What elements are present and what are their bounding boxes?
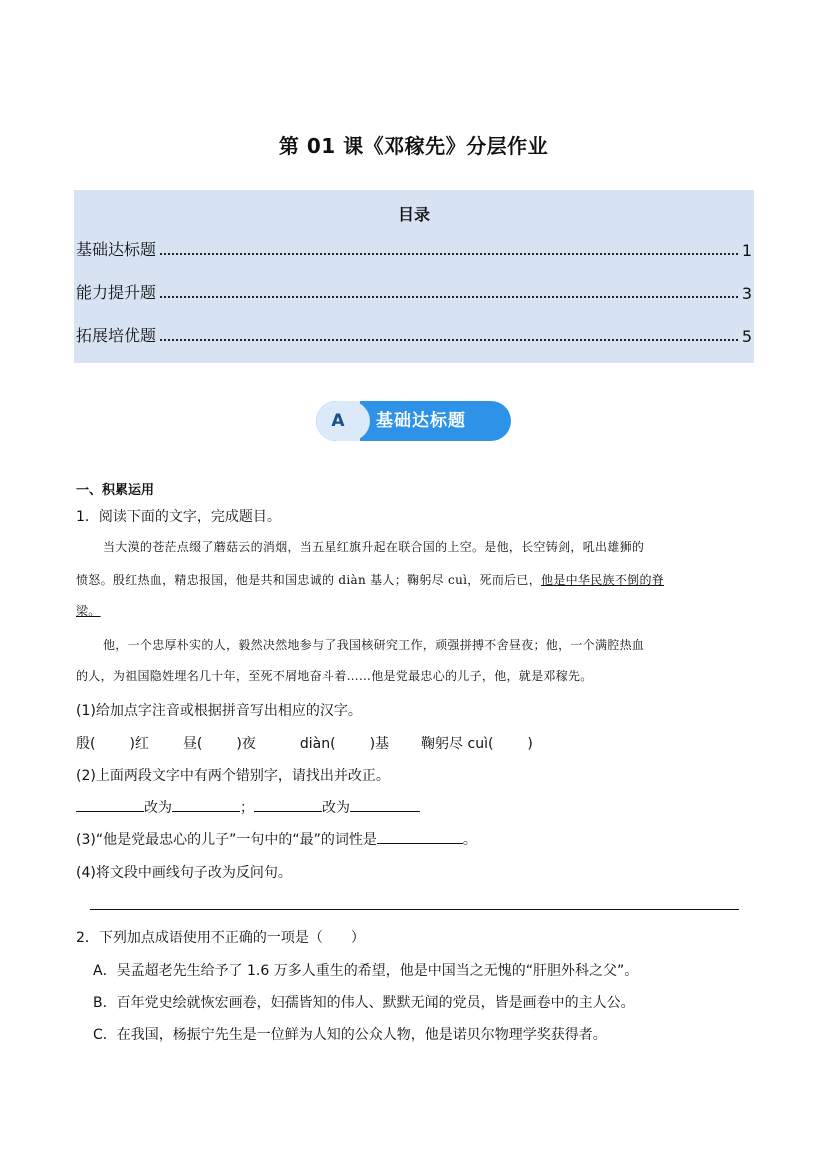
fill-text: )基: [369, 736, 390, 752]
section-badge-label: 基础达标题: [376, 411, 466, 431]
toc-item-page: 3: [741, 284, 752, 303]
fill-text: 鞠躬尽 cuì(: [421, 736, 494, 752]
fill-row-2: [76, 797, 420, 817]
answer-blank[interactable]: [172, 798, 240, 812]
option-c[interactable]: C．在我国，杨振宁先生是一位鲜为人知的公众人物，他是诺贝尔物理学奖获得者。: [93, 1027, 607, 1043]
option-b[interactable]: B．百年党史绘就恢宏画卷，妇孺皆知的伟人、默默无闻的党员，皆是画卷中的主人公。: [93, 995, 635, 1011]
sub-question-4: (4)将文段中画线句子改为反问句。: [76, 865, 292, 881]
fill-text: 殷(: [76, 736, 96, 752]
question-1-stem: 1．阅读下面的文字，完成题目。: [76, 509, 281, 525]
fill-row-1: [76, 733, 533, 753]
fill-text: ): [527, 736, 533, 752]
sub-question-1: (1)给加点字注音或根据拼音写出相应的汉字。: [76, 703, 362, 719]
fill-text: )夜: [236, 736, 256, 752]
section-badge-letter: A: [316, 401, 360, 441]
section-badge: [316, 401, 511, 441]
answer-blank[interactable]: [377, 830, 463, 844]
answer-blank[interactable]: [350, 798, 420, 812]
toc-item-basic[interactable]: [76, 236, 752, 260]
sub-question-2: (2)上面两段文字中有两个错别字，请找出并改正。: [76, 768, 390, 784]
fill-separator: ；: [240, 800, 254, 816]
option-a[interactable]: A．吴孟超老先生给予了 1.6 万多人重生的希望，他是中国当之无愧的“肝胆外科之父”。: [93, 963, 639, 979]
passage-paragraph-2-line-1: 他，一个忠厚朴实的人，毅然决然地参与了我国核研究工作，顽强拼搏不舍昼夜；他，一个满腔热血: [103, 638, 645, 652]
passage-paragraph-2-line-2: 的人，为祖国隐姓埋名几十年，至死不屑地奋斗着……他是党最忠心的儿子，他，就是邓稼先。: [76, 669, 593, 683]
page-title: 第 01 课《邓稼先》分层作业: [278, 134, 549, 158]
toc-item-page: 5: [741, 327, 752, 346]
table-of-contents: [74, 190, 754, 363]
sub-question-3: [76, 829, 477, 849]
fill-text: 昼(: [182, 736, 203, 752]
fill-text: 改为: [322, 800, 350, 816]
answer-line[interactable]: [90, 909, 739, 910]
sub-question-3-end: 。: [462, 832, 477, 848]
sub-question-3-text: (3)“他是党最忠心的儿子”一句中的“最”的词性是: [76, 832, 377, 848]
underlined-sentence: 他是中华民族不倒的脊: [541, 573, 665, 587]
answer-blank[interactable]: [76, 798, 144, 812]
passage-paragraph-1-line-1: 当大漠的苍茫点缀了蘑菇云的消烟，当五星红旗升起在联合国的上空。是他，长空铸剑，吼出雄狮的: [103, 540, 645, 554]
answer-blank[interactable]: [254, 798, 322, 812]
fill-text: 改为: [144, 800, 172, 816]
fill-text: )红: [129, 736, 149, 752]
toc-leader-dots: [160, 252, 738, 255]
passage-text: 愤怒。殷红热血，精忠报国，他是共和国忠诚的 diàn 基人；鞠躬尽 cuì，死而后已，: [76, 573, 542, 587]
passage-paragraph-1-line-2: [76, 571, 664, 588]
underlined-sentence-end: 梁。: [76, 604, 101, 618]
toc-item-label: 基础达标题: [76, 240, 157, 259]
toc-leader-dots: [160, 338, 738, 341]
toc-heading: 目录: [397, 205, 430, 224]
fill-text: diàn(: [299, 736, 336, 752]
toc-item-ability[interactable]: [76, 279, 752, 303]
section-heading: 一、积累运用: [76, 483, 155, 498]
toc-item-extension[interactable]: [76, 322, 752, 346]
toc-item-label: 拓展培优题: [76, 326, 157, 345]
toc-item-label: 能力提升题: [76, 283, 157, 302]
toc-leader-dots: [160, 295, 738, 298]
question-2-stem: 2．下列加点成语使用不正确的一项是（ ）: [76, 930, 365, 946]
toc-item-page: 1: [741, 241, 752, 260]
